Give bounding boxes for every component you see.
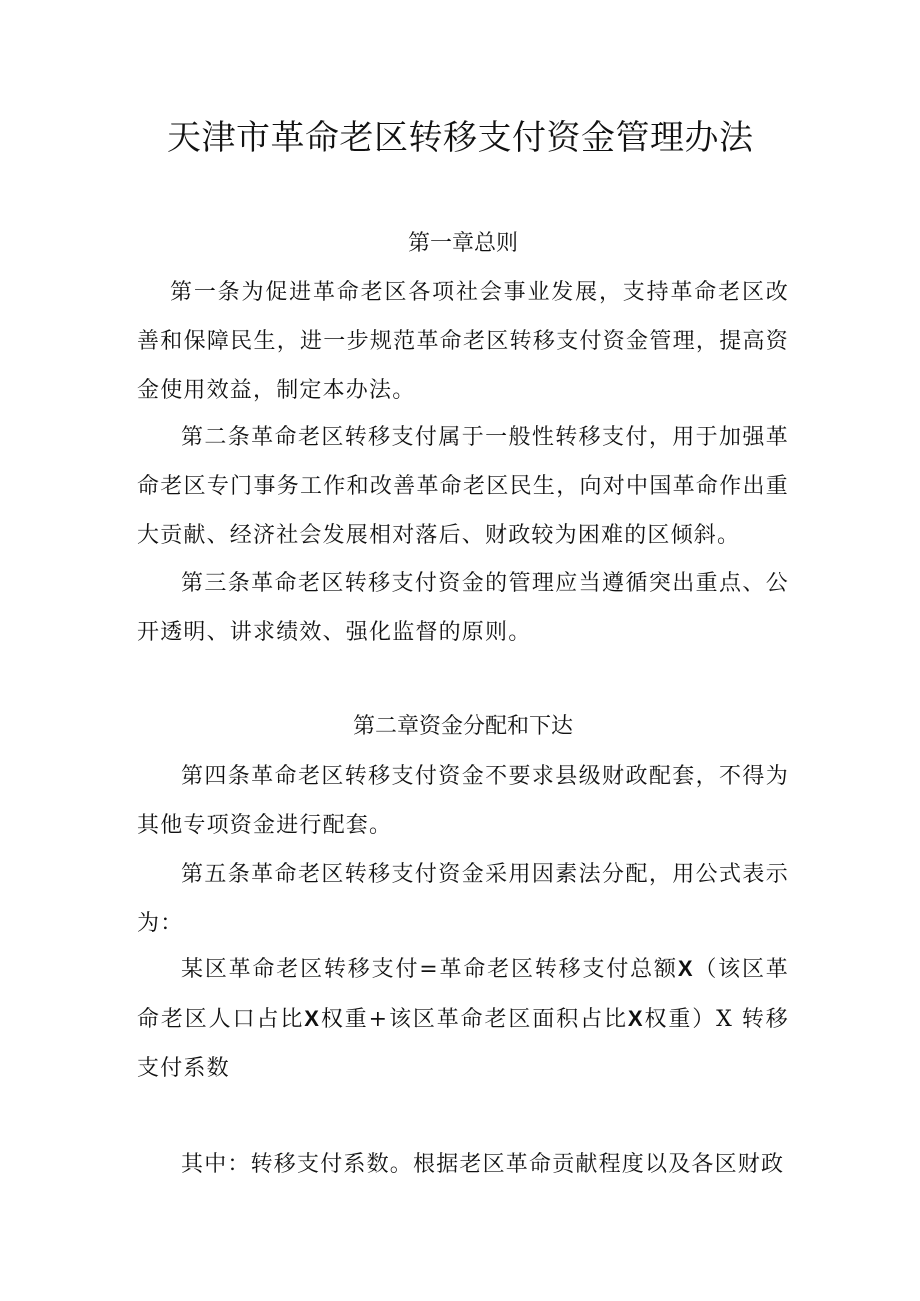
multiply-sign-1: X: [677, 956, 694, 981]
formula-part-2: （该区革命老区人口占比: [137, 957, 789, 1032]
multiply-sign-3: X: [627, 1006, 644, 1031]
article-3: 第三条革命老区转移支付资金的管理应当遵循突出重点、公开透明、讲求绩效、强化监督的原则。: [137, 571, 789, 645]
article-2: 第二条革命老区转移支付属于一般性转移支付，用于加强革命老区专门事务工作和改善革命老区民生，向对中国革命作出重大贡献、经济社会发展相对落后、财政较为困难的区倾斜。: [137, 425, 789, 548]
multiply-sign-2: X: [304, 1006, 321, 1031]
chapter-2-heading: 第二章资金分配和下达: [352, 714, 573, 739]
chapter-1-heading: 第一章总则: [407, 231, 518, 256]
article-1: 第一条为促进革命老区各项社会事业发展，支持革命老区改善和保障民生，进一步规范革命老区转移支付资金管理，提高资金使用效益，制定本办法。: [137, 280, 789, 403]
formula-part-3: 权重+该区革命老区面积占比: [320, 1007, 628, 1032]
formula: [137, 944, 789, 1093]
formula-part-1: 某区革命老区转移支付=革命老区转移支付总额: [181, 957, 678, 982]
formula-part-4: 权重）X 转移支付系数: [137, 1007, 789, 1081]
document-title: 天津市革命老区转移支付资金管理办法: [167, 118, 754, 158]
article-4: 第四条革命老区转移支付资金不要求县级财政配套，不得为其他专项资金进行配套。: [137, 764, 789, 838]
article-5: 第五条革命老区转移支付资金采用因素法分配，用公式表示为：: [137, 862, 789, 936]
note-paragraph: 其中：转移支付系数。根据老区革命贡献程度以及各区财政: [181, 1152, 785, 1177]
